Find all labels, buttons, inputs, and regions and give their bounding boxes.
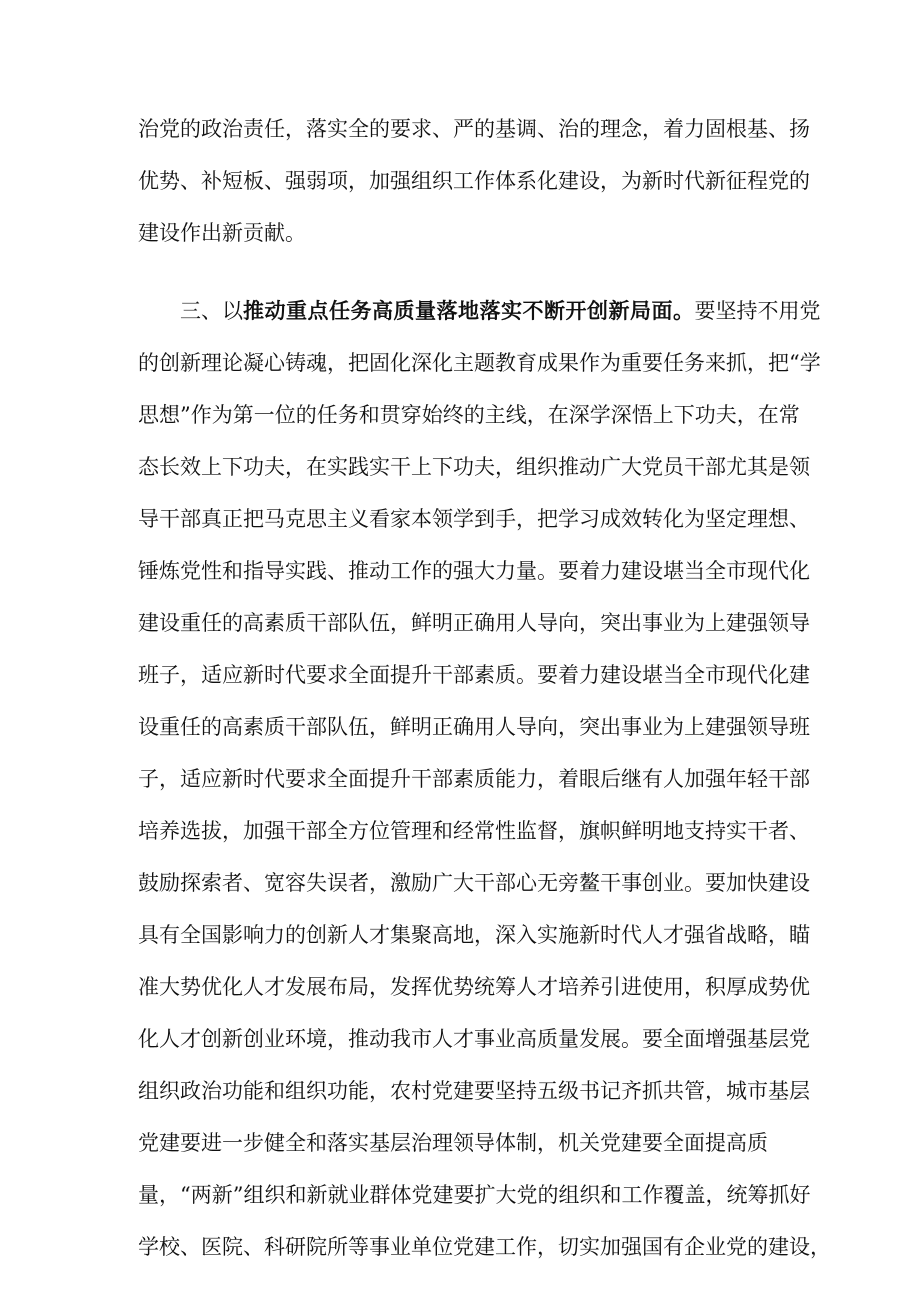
paragraph-2-line-6: 锤炼党性和指导实践、推动工作的强大力量。要着力建设堪当全市现代化 — [138, 559, 810, 583]
section-number: 三、以 — [180, 299, 243, 323]
paragraph-2-line-15: 化人才创新创业环境，推动我市人才事业高质量发展。要全面增强基层党 — [138, 1027, 810, 1051]
paragraph-2-line-12: 鼓励探索者、宽容失误者，激励广大干部心无旁鳌干事创业。要加快建设 — [138, 871, 810, 895]
paragraph-2-line-19: 学校、医院、科研院所等事业单位党建工作，切实加强国有企业党的建设， — [138, 1235, 831, 1259]
paragraph-2-line-16: 组织政治功能和组织功能，农村党建要坚持五级书记齐抓共管，城市基层 — [138, 1079, 810, 1103]
paragraph-1-line-2: 优势、补短板、强弱项，加强组织工作体系化建设，为新时代新征程党的 — [138, 169, 810, 193]
paragraph-2-line-1-rest: 要坚持不用党 — [694, 299, 821, 323]
paragraph-1-line-1: 治党的政治责任，落实全的要求、严的基调、治的理念，着力固根基、扬 — [138, 117, 810, 141]
paragraph-2-line-4: 态长效上下功夫，在实践实干上下功夫，组织推动广大党员干部尤其是领 — [138, 455, 810, 479]
paragraph-2-line-10: 子，适应新时代要求全面提升干部素质能力，着眼后继有人加强年轻干部 — [138, 767, 810, 791]
paragraph-2-line-13: 具有全国影响力的创新人才集聚高地，深入实施新时代人才强省战略，瞄 — [138, 923, 810, 947]
paragraph-2-line-7: 建设重任的高素质干部队伍，鲜明正确用人导向，突出事业为上建强领导 — [138, 611, 810, 635]
paragraph-2-line-11: 培养选拔，加强干部全方位管理和经常性监督，旗帜鲜明地支持实干者、 — [138, 819, 810, 843]
paragraph-2-line-1 — [180, 296, 821, 326]
paragraph-2-line-14: 准大势优化人才发展布局，发挥优势统筹人才培养引进使用，积厚成势优 — [138, 975, 810, 999]
paragraph-2-line-5: 导干部真正把马克思主义看家本领学到手，把学习成效转化为坚定理想、 — [138, 507, 810, 531]
paragraph-2-line-3: 思想”作为第一位的任务和贯穿始终的主线，在深学深悟上下功夫，在常 — [138, 403, 800, 427]
paragraph-2-line-8: 班子，适应新时代要求全面提升干部素质。要着力建设堪当全市现代化建 — [138, 663, 810, 687]
paragraph-2-line-2: 的创新理论凝心铸魂，把固化深化主题教育成果作为重要任务来抓，把“学 — [138, 351, 821, 375]
paragraph-2-line-17: 党建要进一步健全和落实基层治理领导体制，机关党建要全面提高质 — [138, 1131, 768, 1155]
section-heading: 推动重点任务高质量落地落实不断开创新局面。 — [243, 298, 695, 323]
paragraph-2-line-9: 设重任的高素质干部队伍，鲜明正确用人导向，突出事业为上建强领导班 — [138, 715, 810, 739]
paragraph-2-line-18: 量，“两新”组织和新就业群体党建要扩大党的组织和工作覆盖，统筹抓好 — [138, 1183, 811, 1207]
paragraph-1-line-3: 建设作出新贡献。 — [138, 221, 306, 245]
